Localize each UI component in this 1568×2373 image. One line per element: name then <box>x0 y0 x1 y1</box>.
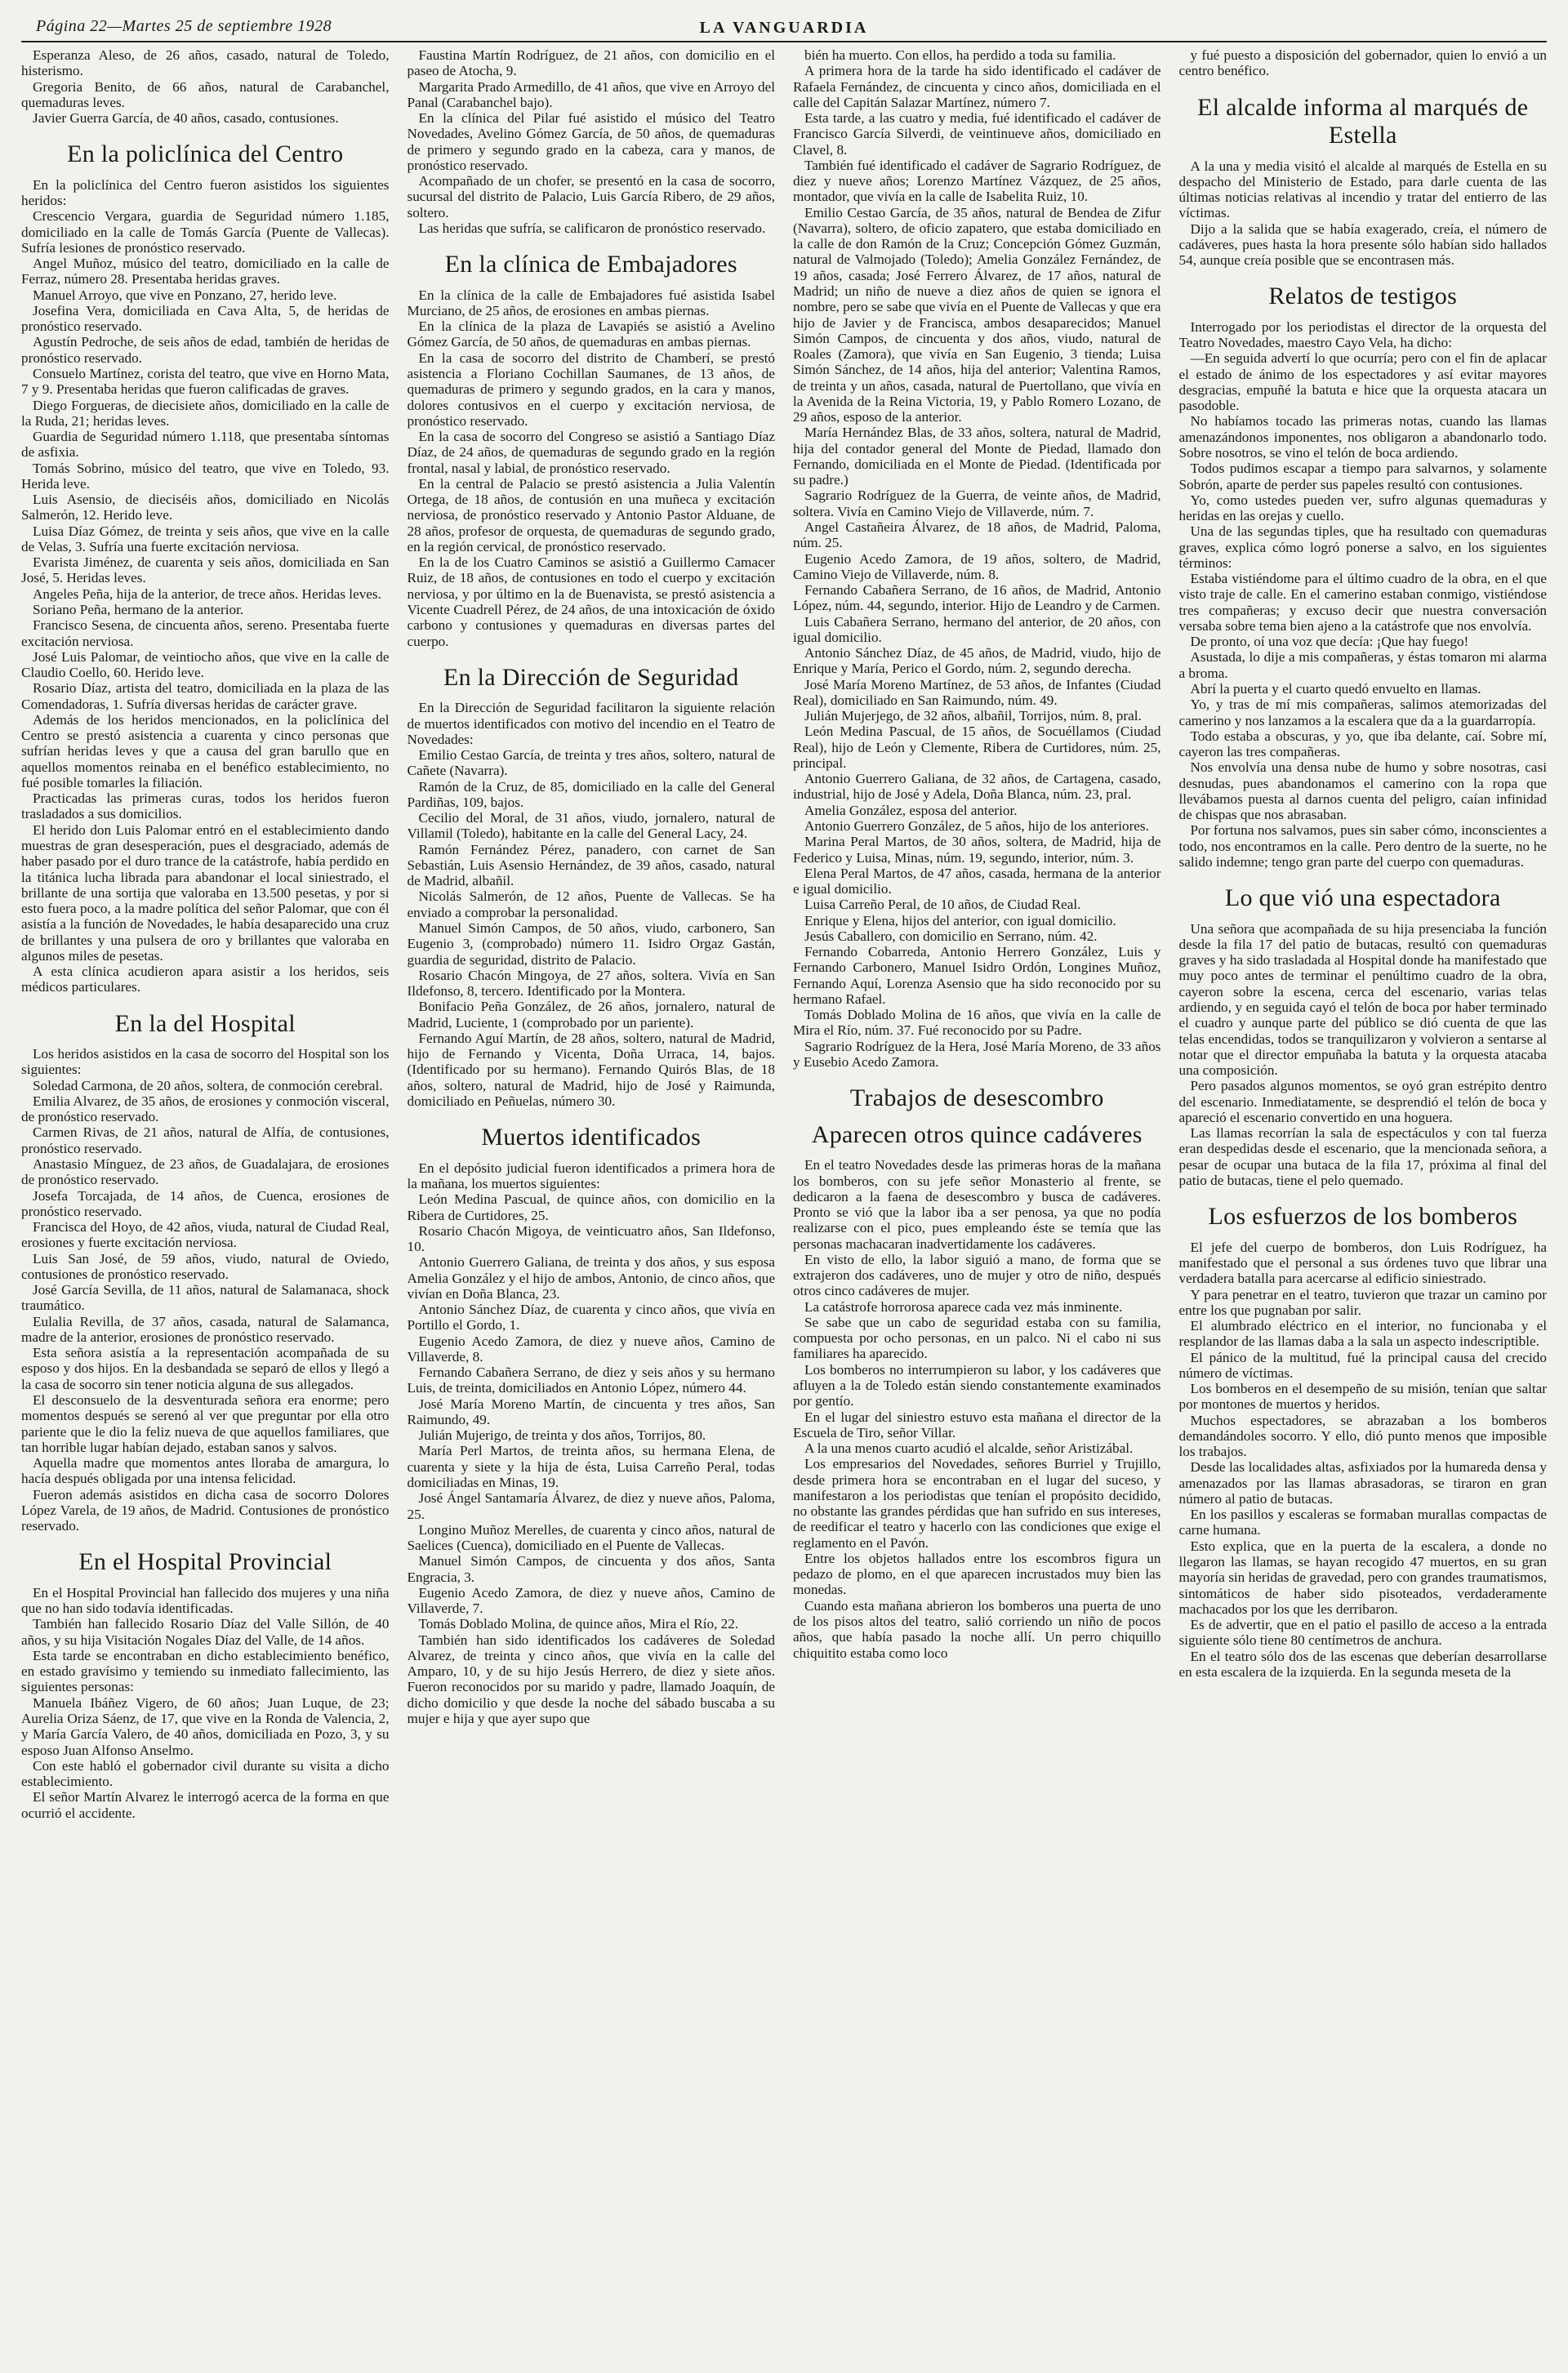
section-heading: En el Hospital Provincial <box>78 1548 332 1576</box>
paragraph: José Luis Palomar, de veintiocho años, que vive en la calle de Claudio Coello, 60. Herido leve. <box>21 648 390 681</box>
paragraph: En la clínica del Pilar fué asistido el músico del Teatro Novedades, Avelino Gómez García, de 50 años, de quemaduras de primero y segundo grado en la cabeza, cara y manos, de pronóstico reservado. <box>407 110 775 173</box>
paragraph: Luis Cabañera Serrano, hermano del anterior, de 20 años, con igual domicilio. <box>793 613 1161 645</box>
paragraph: El jefe del cuerpo de bomberos, don Luis Rodríguez, ha manifestado que el personal a sus órdenes tuvo que librar una verdadera batalla para acercarse al edificio siniestrado. <box>1178 1239 1547 1287</box>
paragraph: En la de los Cuatro Caminos se asistió a Guillermo Camacer Ruiz, de 18 años, de contusiones en todo el cuerpo y excitación nerviosa, y por último en la de Buenavista, se prestó asistencia a Vicente Cuadrell Pérez, de 24 años, de una intoxicación de óxido carbono y contusiones y quemaduras en diversas partes del cuerpo. <box>407 554 775 649</box>
paragraph: Asustada, lo dije a mis compañeras, y éstas tomaron mi alarma a broma. <box>1178 649 1547 681</box>
paragraph: María Perl Martos, de treinta años, su hermana Elena, de cuarenta y siete y la hija de ésta, Luisa Carreño Peral, todas domiciliadas en Minas, 19. <box>407 1443 775 1491</box>
paragraph: En la casa de socorro del distrito de Chamberí, se prestó asistencia a Floriano Cochillan Saumanes, de 13 años, de quemaduras de primero y segundo grados, en la cara y manos, dolores contusivos en el cuerpo y excitación nerviosa, de pronóstico reservado. <box>407 349 775 429</box>
intro-block <box>408 47 776 236</box>
paragraph: Enrique y Elena, hijos del anterior, con igual domicilio. <box>804 912 1116 928</box>
paragraph: En la policlínica del Centro fueron asistidos los siguientes heridos: <box>21 176 390 209</box>
paragraph: En el Hospital Provincial han fallecido dos mujeres y una niña que no han sido todavía identificadas. <box>21 1584 390 1617</box>
section-body <box>1179 319 1548 870</box>
section-heading: En la clínica de Embajadores <box>444 251 737 278</box>
paragraph: También han sido identificados los cadáveres de Soledad Alvarez, de treinta y cinco años, que vivía en la calle del Amparo, 10, y de su hijo Jesús Herrero, de diez y siete años. Fueron reconocidos por su marido y padre, llamado Joaquín, de dicho domicilio y que desde la noche del sábado buscaba a su mujer e hija y que ayer supo que <box>407 1632 775 1726</box>
paragraph: Las heridas que sufría, se calificaron de pronóstico reservado. <box>418 220 766 236</box>
section-heading: Lo que vió una espectadora <box>1224 884 1501 912</box>
paragraph: Soriano Peña, hermano de la anterior. <box>33 602 244 617</box>
paragraph: Guardia de Seguridad número 1.118, que presentaba síntomas de asfixia. <box>21 429 390 461</box>
paragraph: Fueron además asistidos en dicha casa de socorro Dolores López Varela, de 19 años, de Madrid. Contusiones de pronóstico reservado. <box>21 1486 390 1534</box>
paragraph: Fernando Cabañera Serrano, de diez y seis años y su hermano Luis, de treinta, domiciliados en Antonio López, número 44. <box>407 1365 775 1396</box>
paragraph: Manuel Simón Campos, de 50 años, viudo, carbonero, San Eugenio 3, (comprobado) número 11. Isidro Orgaz Gastán, guardia de seguridad, distrito de Palacio. <box>407 920 775 968</box>
column-3 <box>793 47 1161 2357</box>
paragraph: Rosario Díaz, artista del teatro, domiciliada en la plaza de las Comendadoras, 1. Sufría diversas heridas de carácter grave. <box>21 680 390 712</box>
paragraph: Manuel Simón Campos, de cincuenta y dos años, Santa Engracia, 3. <box>407 1553 775 1585</box>
paragraph: El señor Martín Alvarez le interrogó acerca de la forma en que ocurrió el accidente. <box>21 1789 390 1821</box>
section-body <box>21 1046 390 1534</box>
paragraph: En la central de Palacio se prestó asistencia a Julia Valentín Ortega, de 18 años, de contusión en una muñeca y excitación nerviosa, de pronóstico reservado y Antonio Pastor Alduane, de 28 años, profesor de orquesta, de quemaduras de segundo grado, en la región cervical, de pronóstico reservado. <box>407 475 775 554</box>
paragraph: Los heridos asistidos en la casa de socorro del Hospital son los siguientes: <box>21 1046 390 1078</box>
paragraph: José María Moreno Martín, de cincuenta y tres años, San Raimundo, 49. <box>407 1396 775 1427</box>
paragraph: —En seguida advertí lo que ocurría; pero con el fin de aplacar el estado de ánimo de los espectadores y así evitar mayores desgracias, empuñé la batuta e hice que la orquesta atacara un pasodoble. <box>1178 350 1547 414</box>
paragraph: El pánico de la multitud, fué la principal causa del crecido número de víctimas. <box>1178 1349 1547 1381</box>
paragraph: En la Dirección de Seguridad facilitaron la siguiente relación de muertos identificados con motivo del incendio en el Teatro de Novedades: <box>407 700 775 747</box>
paragraph: Eugenio Acedo Zamora, de diez y nueve años, Camino de Villaverde, 7. <box>407 1584 775 1617</box>
paragraph: A primera hora de la tarde ha sido identificado el cadáver de Rafaela Fernández, de cincuenta y cinco años, domiciliada en el calle del Capitán Salazar Martínez, número 7. <box>793 63 1161 110</box>
paragraph: Margarita Prado Armedillo, de 41 años, que vive en Arroyo del Panal (Carabanchel bajo). <box>407 78 775 110</box>
paragraph: Sagrario Rodríguez de la Guerra, de veinte años, de Madrid, soltera. Vivía en Camino Viejo de Villaverde, núm. 7. <box>793 488 1161 519</box>
paragraph: Aquella madre que momentos antes lloraba de amargura, lo hacía después obligada por una intensa felicidad. <box>21 1455 390 1487</box>
paragraph: Angel Muñoz, músico del teatro, domiciliado en la calle de Ferraz, número 28. Presentaba heridas graves. <box>21 256 390 287</box>
page-date: Página 22—Martes 25 de septiembre 1928 <box>36 17 332 35</box>
paragraph: Eugenio Acedo Zamora, de 19 años, soltero, de Madrid, Camino Viejo de Villaverde, núm. 8. <box>793 550 1161 582</box>
paragraph: Luis Asensio, de dieciséis años, domiciliado en Nicolás Salmerón, 12. Herido leve. <box>21 492 390 523</box>
paragraph: Julián Mujerigo, de treinta y dos años, Torrijos, 80. <box>418 1427 706 1444</box>
section-heading: En la policlínica del Centro <box>67 140 344 168</box>
paragraph: Muchos espectadores, se abrazaban a los bomberos demandándoles socorro. Y ello, dió punto menos que imposible los trabajos. <box>1178 1412 1547 1460</box>
columns <box>21 47 1547 2357</box>
paragraph: Emilio Cestao García, de treinta y tres años, soltero, natural de Cañete (Navarra). <box>407 747 775 779</box>
paragraph: Practicadas las primeras curas, todos los heridos fueron trasladados a sus domicilios. <box>21 790 390 822</box>
paragraph: Abrí la puerta y el cuarto quedó envuelto en llamas. <box>1190 681 1481 697</box>
section-body <box>793 1157 1161 1661</box>
paragraph: Manuela Ibáñez Vigero, de 60 años; Juan Luque, de 23; Aurelia Oriza Sáenz, de 17, que vive en la Ronda de Valencia, 2, y María García Valero, de 40 años, domiciliada en Pozo, 3, y su esposo Juan Alfonso Anselmo. <box>21 1694 390 1758</box>
intro-block <box>793 47 1161 1070</box>
paragraph: Jesús Caballero, con domicilio en Serrano, núm. 42. <box>804 928 1098 944</box>
paragraph: Antonio Guerrero González, de 5 años, hijo de los anteriores. <box>804 818 1149 835</box>
paragraph: A la una menos cuarto acudió el alcalde, señor Aristizábal. <box>804 1440 1134 1457</box>
section-subheading: Aparecen otros quince cadáveres <box>811 1120 1143 1148</box>
paragraph: Yo, como ustedes pueden ver, sufro algunas quemaduras y heridas en las orejas y cuello. <box>1178 492 1547 524</box>
paragraph: Gregoria Benito, de 66 años, natural de Carabanchel, quemaduras leves. <box>21 78 390 110</box>
intro-block <box>21 47 390 126</box>
paragraph: Luisa Díaz Gómez, de treinta y seis años, que vive en la calle de Velas, 3. Sufría una fuerte excitación nerviosa. <box>21 523 390 554</box>
paragraph: Cuando esta mañana abrieron los bomberos una puerta de uno de los pisos altos del teatro, salió corriendo un niño de pocos años, que había pasado la noche allí. Un perro chiquillo chiquitito estaba como loco <box>793 1597 1161 1661</box>
paragraph: Luisa Carreño Peral, de 10 años, de Ciudad Real. <box>804 897 1081 913</box>
paragraph: Francisco Sesena, de cincuenta años, sereno. Presentaba fuerte excitación nerviosa. <box>21 617 390 649</box>
paragraph: Eugenio Acedo Zamora, de diez y nueve años, Camino de Villaverde, 8. <box>407 1333 775 1365</box>
paragraph: Tomás Doblado Molina, de quince años, Mira el Río, 22. <box>418 1616 739 1632</box>
section-heading: Los esfuerzos de los bomberos <box>1208 1203 1518 1231</box>
paragraph: Estaba vistiéndome para el último cuadro de la obra, en el que visto traje de calle. En el camerino estaban conmigo, vistiéndose tres compañeras; y excuso decir que nuestra conversación versaba sobre tema bien ajeno a la catástrofe que nos envolvía. <box>1178 571 1547 634</box>
section-body <box>408 700 776 1109</box>
paragraph: Fernando Cabañera Serrano, de 16 años, de Madrid, Antonio López, núm. 44, segundo, interior. Hijo de Leandro y de Carmen. <box>793 582 1161 614</box>
paragraph: También han fallecido Rosario Díaz del Valle Sillón, de 40 años, y su hija Visitación Nogales Díaz del Valle, de 14 años. <box>21 1616 390 1648</box>
paragraph: Antonio Sánchez Díaz, de cuarenta y cinco años, que vivía en Portillo el Gordo, 1. <box>407 1302 775 1333</box>
intro-block <box>1179 47 1548 79</box>
paragraph: Esta tarde se encontraban en dicho establecimiento benéfico, en estado gravísimo y temiendo su inmediato fallecimiento, las siguientes personas: <box>21 1647 390 1695</box>
paragraph: Angeles Peña, hija de la anterior, de trece años. Heridas leves. <box>33 585 381 602</box>
paragraph: Acompañado de un chofer, se presentó en la casa de socorro, sucursal del distrito de Palacio, Luis García Ribero, de 29 años, soltero. <box>407 173 775 220</box>
paragraph: Una de las segundas tiples, que ha resultado con quemaduras graves, explica cómo logró ponerse a salvo, en los siguientes términos: <box>1178 523 1547 571</box>
paragraph: José Ángel Santamaría Álvarez, de diez y nueve años, Paloma, 25. <box>407 1490 775 1522</box>
paragraph: Rosario Chacón Mingoya, de 27 años, soltera. Vivía en San Ildefonso, 8, tercero. Identificado por la Montera. <box>407 967 775 1000</box>
paragraph: Por fortuna nos salvamos, pues sin saber cómo, inconscientes a todo, nos encontramos en la calle. Pero dentro de la suerte, no he salido indemne; tengo gran parte del cuerpo con quemaduras. <box>1178 822 1547 870</box>
paragraph: Bonifacio Peña González, de 26 años, jornalero, natural de Madrid, Luciente, 1 (comprobado por un pariente). <box>407 999 775 1031</box>
paragraph: León Medina Pascual, de 15 años, de Socuéllamos (Ciudad Real), hijo de León y Clemente, Ribera de Curtidores, núm. 25, principal. <box>793 723 1161 771</box>
paragraph: María Hernández Blas, de 33 años, soltera, natural de Madrid, hija del contador general del Monte de Piedad, llamado don Fernando, domiciliada en el Monte de Piedad. (Identificada por su padre.) <box>793 425 1161 488</box>
paragraph: De pronto, oí una voz que decía: ¡Que hay fuego! <box>1190 634 1469 650</box>
section-body <box>1179 921 1548 1189</box>
paragraph: Las llamas recorrían la sala de espectáculos y con tal fuerza eran despedidas desde el escenario, que la mencionada señora, a pesar de ocupar una butaca de la fila 17, próxima al final del patio de butacas, tiene el pelo quemado. <box>1178 1125 1547 1188</box>
paragraph: Longino Muñoz Merelles, de cuarenta y cinco años, natural de Saelices (Cuenca), domiciliado en el Puente de Vallecas. <box>407 1521 775 1554</box>
paragraph: Yo, y tras de mí mis compañeras, salimos atemorizadas del camerino y nos lanzamos a la escalera que da a la guardarropía. <box>1178 697 1547 728</box>
paragraph: Y para penetrar en el teatro, tuvieron que trazar un camino por entre los que pugnaban por salir. <box>1178 1286 1547 1318</box>
paragraph: Nos envolvía una densa nube de humo y sobre nosotras, casi desnudas, pues abandonamos el camerino con la ropa que llevábamos puesta al darnos cuenta del peligro, caían infinidad de chispas que nos abrasaban. <box>1178 759 1547 823</box>
paragraph: En el teatro Novedades desde las primeras horas de la mañana los bomberos, con su jefe señor Monasterio al frente, se dedicaron a la faena de desescombro y busca de cadáveres. Pronto se vió que la labor iba a ser penosa, ya que no podía realizarse con el pico, pues empleando éste se temía que las personas machacaran inadvertidamente los cadáveres. <box>793 1157 1161 1252</box>
paragraph: Manuel Arroyo, que vive en Ponzano, 27, herido leve. <box>33 287 337 303</box>
column-2 <box>408 47 776 2357</box>
paragraph: El desconsuelo de la desventurada señora era enorme; pero momentos después se serenó al ver que preguntar por ella otro pariente que le dio la feliz nueva de que aquellos familiares, que tan horrible lugar habían dejado, estaban sanos y salvos. <box>21 1391 390 1455</box>
paragraph: No habíamos tocado las primeras notas, cuando las llamas amenazándonos imponentes, nos obligaron a abandonarlo todo. Sobre nosotros, se vino el telón de boca ardiendo. <box>1178 413 1547 461</box>
paragraph: Evarista Jiménez, de cuarenta y seis años, domiciliada en San José, 5. Heridas leves. <box>21 554 390 586</box>
paragraph: En los pasillos y escaleras se formaban murallas compactas de carne humana. <box>1178 1507 1547 1538</box>
paragraph: Los bomberos no interrumpieron su labor, y los cadáveres que afluyen a la de Toledo están siendo constantemente examinados por gentío. <box>793 1361 1161 1409</box>
paragraph: Todos pudimos escapar a tiempo para salvarnos, y solamente Sobrón, aparte de perder sus papeles resultó con contusiones. <box>1178 461 1547 492</box>
paragraph: Tomás Sobrino, músico del teatro, que vive en Toledo, 93. Herida leve. <box>21 460 390 492</box>
paragraph: La catástrofe horrorosa aparece cada vez más inminente. <box>804 1298 1123 1315</box>
paragraph: Una señora que acompañada de su hija presenciaba la función desde la fila 17 del patio de butacas, resultó con quemaduras graves y ha sido trasladada al Hospital donde ha manifestado que muy poco antes de terminar el penúltimo cuadro de la obra, cayeron sobre la escena, cerca del escenario, varias telas ardiendo, y en seguida cayó el telón de boca por haber terminado el cuadro y aunque parte del público se dió cuenta de que las telas encendidas, todos se tranquilizaron y volvieron a sentarse al notar que el director empuñaba la batuta y la orquesta atacaba una composición. <box>1178 920 1547 1079</box>
paragraph: En el lugar del siniestro estuvo esta mañana el director de la Escuela de Tiro, señor Villar. <box>793 1409 1161 1440</box>
paragraph: Josefina Vera, domiciliada en Cava Alta, 5, de heridas de pronóstico reservado. <box>21 302 390 335</box>
paragraph: León Medina Pascual, de quince años, con domicilio en la Ribera de Curtidores, 25. <box>407 1191 775 1223</box>
paragraph: Dijo a la salida que se había exagerado, creía, el número de cadáveres, pues hasta la hora presente sólo habían sido hallados 54, aunque creía posible que se encontrasen más. <box>1178 220 1547 269</box>
paragraph: Interrogado por los periodistas el director de la orquesta del Teatro Novedades, maestro Cayo Vela, ha dicho: <box>1178 318 1547 351</box>
page-header <box>21 11 1547 42</box>
paragraph: Pero pasados algunos momentos, se oyó gran estrépito dentro del escenario. Inmediatamente, se desprendió el telón de boca y apareció el escenario convertido en una hoguera. <box>1178 1078 1547 1125</box>
paragraph: Cecilio del Moral, de 31 años, viudo, jornalero, natural de Villamil (Toledo), habitante en la calle del General Lacy, 24. <box>407 810 775 842</box>
column-4 <box>1179 47 1548 2357</box>
paragraph: En la clínica de la plaza de Lavapiés se asistió a Avelino Gómez García, de 50 años, de quemaduras en ambas piernas. <box>407 318 775 350</box>
paragraph: Sagrario Rodríguez de la Hera, José María Moreno, de 33 años y Eusebio Acedo Zamora. <box>793 1038 1161 1070</box>
paragraph: A esta clínica acudieron apara asistir a los heridos, seis médicos particulares. <box>21 964 390 995</box>
paragraph: Angel Castañeira Álvarez, de 18 años, de Madrid, Paloma, núm. 25. <box>793 519 1161 551</box>
paragraph: Emilia Alvarez, de 35 años, de erosiones y conmoción visceral, de pronóstico reservado. <box>21 1093 390 1125</box>
paragraph: Esperanza Aleso, de 26 años, casado, natural de Toledo, histerismo. <box>21 47 390 79</box>
paragraph: Nicolás Salmerón, de 12 años, Puente de Vallecas. Se ha enviado a comprobar la personalidad. <box>407 888 775 920</box>
paragraph: Entre los objetos hallados entre los escombros figura un pedazo de plomo, en el que aparecen incrustados muy bien las monedas. <box>793 1550 1161 1598</box>
section-body <box>408 1160 776 1727</box>
paragraph: En el teatro sólo dos de las escenas que deberían desarrollarse en esta escalera de la izquierda. En la segunda meseta de la <box>1178 1648 1547 1680</box>
paragraph: Anastasio Mínguez, de 23 años, de Guadalajara, de erosiones de pronóstico reservado. <box>21 1156 390 1188</box>
section-body <box>1179 158 1548 269</box>
paragraph: Esto explica, que en la puerta de la escalera, a donde no llegaron las llamas, se hayan recogido 47 muertos, en su gran mayoría sin heridas de gravedad, pero con grandes traumatismos, sintomáticos de haber sido pisoteados, verdaderamente machacados por los que les derribaron. <box>1178 1538 1547 1617</box>
paragraph: También fué identificado el cadáver de Sagrario Rodríguez, de diez y nueve años; Lorenzo Martínez Vázquez, de 25 años, montador, que vivía en la calle de Isabelita Ruiz, 10. <box>793 157 1161 205</box>
paragraph: Consuelo Martínez, corista del teatro, que vive en Horno Mata, 7 y 9. Presentaba heridas que fueron calificadas de graves. <box>21 366 390 398</box>
paragraph: Diego Forgueras, de diecisiete años, domiciliado en la calle de la Ruda, 21; heridas leves. <box>21 397 390 429</box>
paragraph: bién ha muerto. Con ellos, ha perdido a toda su familia. <box>804 47 1116 63</box>
paragraph: A la una y media visitó el alcalde al marqués de Estella en su despacho del Ministerio de Estado, para darle cuenta de las últimas noticias relativas al incendio y tratar del entierro de las víctimas. <box>1178 158 1547 221</box>
paragraph: Soledad Carmona, de 20 años, soltera, de conmoción cerebral. <box>33 1077 383 1093</box>
paragraph: José María Moreno Martínez, de 53 años, de Infantes (Ciudad Real), domiciliado en San Raimundo, núm. 49. <box>793 676 1161 708</box>
paragraph: Luis San José, de 59 años, viudo, natural de Oviedo, contusiones de pronóstico reservado. <box>21 1250 390 1282</box>
paragraph: En la clínica de la calle de Embajadores fué asistida Isabel Murciano, de 25 años, de erosiones en ambas piernas. <box>407 287 775 318</box>
paragraph: Los bomberos en el desempeño de su misión, tenían que saltar por montones de muertos y heridos. <box>1178 1381 1547 1413</box>
paragraph: Los empresarios del Novedades, señores Burriel y Trujillo, desde primera hora se encontraban en el lugar del suceso, y manifestaron a los periodistas que tenían el propósito decidido, no obstante las grandes pérdidas que han sufrido en sus intereses, de reedificar el teatro y hacerlo con las condiciones que exige el reglamento en el Pavón. <box>793 1456 1161 1551</box>
section-body <box>21 177 390 995</box>
section-heading: En la del Hospital <box>114 1009 296 1037</box>
paragraph: Marina Peral Martos, de 30 años, soltera, de Madrid, hija de Federico y Luisa, Minas, núm. 19, segundo, interior, núm. 3. <box>793 834 1161 866</box>
paragraph: El herido don Luis Palomar entró en el establecimiento dando muestras de gran desesperación, pues el desgraciado, además de haber pasado por el duro trance de la catástrofe, había perdido en la titánica lucha librada para abandonar el local siniestrado, el brillante de una sortija que valoraba en 13.500 pesetas, y por si esto fuera poco, a la madre política del señor Palomar, que con él asistía a la función de Novedades, le había desaparecido una cruz de brillantes y una pulsera de oro y brillantes que valoraba en algunos miles de pesetas. <box>21 821 390 964</box>
paragraph: Agustín Pedroche, de seis años de edad, también de heridas de pronóstico reservado. <box>21 334 390 366</box>
paragraph: Con este habló el gobernador civil durante su visita a dicho establecimiento. <box>21 1757 390 1790</box>
paragraph: y fué puesto a disposición del gobernador, quien lo envió a un centro benéfico. <box>1178 47 1547 79</box>
paragraph: Julián Mujerjego, de 32 años, albañil, Torrijos, núm. 8, pral. <box>804 708 1142 724</box>
paragraph: Antonio Guerrero Galiana, de treinta y dos años, y sus esposa Amelia González y el hijo de ambos, Antonio, de cinco años, que vivían en Doña Blanca, 23. <box>407 1254 775 1302</box>
column-1 <box>21 47 390 2357</box>
paragraph: Todo estaba a obscuras, y yo, que iba delante, caí. Sobre mí, cayeron las tres compañeras. <box>1178 728 1547 760</box>
paragraph: En visto de ello, la labor siguió a mano, de forma que se extrajeron dos cadáveres, uno de mujer y otro de niño, después otros cinco cadáveres de mujer. <box>793 1251 1161 1299</box>
paragraph: Elena Peral Martos, de 47 años, casada, hermana de la anterior e igual domicilio. <box>793 865 1161 897</box>
section-body <box>21 1585 390 1821</box>
section-heading: En la Dirección de Seguridad <box>443 663 739 691</box>
paragraph: Fernando Aguí Martín, de 28 años, soltero, natural de Madrid, hijo de Fernando y Vicenta, Doña Urraca, 14, bajos. (Identificado por su hermano). Fernando Quirós Blas, de 18 años, soltero, natural de Madrid, hijo de José y Raimunda, domiciliado en Peñuelas, número 30. <box>407 1030 775 1109</box>
paragraph: Desde las localidades altas, asfixiados por la humareda densa y amenazados por las llamas abrasadoras, se tiraron en gran número al patio de butacas. <box>1178 1459 1547 1507</box>
paragraph: Emilio Cestao García, de 35 años, natural de Bendea de Zifur (Navarra), soltero, de oficio zapatero, que estaba domiciliado en la calle de don Ramón de la Cruz; Concepción Gómez Guzmán, natural de Valmojado (Toledo); Amelia González Fernández, de 19 años, casada; José Ferrero Álvarez, de 17 años, natural de Madrid; un niño de nueve a diez años de quien se ignora el nombre, pero se sabe que vivía en el Puente de Vallecas y que era hijo de Javier y de Francisca, ambos desaparecidos; Manuel Simón Campos, de cincuenta y dos años, viudo, natural de Roales (Zamora), que vivía en San Eugenio, 3 tienda; Luisa Simón Sánchez, de 14 años, hija del anterior; Valentina Ramos, de treinta y un años, casada, natural de Puertollano, que vivía en la Avenida de la Reina Victoria, 19, y Pablo Romero Lozano, de 29 años, esposo de la anterior. <box>793 204 1161 425</box>
paragraph: Francisca del Hoyo, de 42 años, viuda, natural de Ciudad Real, erosiones y fuerte excitación nerviosa. <box>21 1219 390 1251</box>
paragraph: Ramón de la Cruz, de 85, domiciliado en la calle del General Pardiñas, 109, bajos. <box>407 778 775 810</box>
paragraph: Fernando Cobarreda, Antonio Herrero González, Luis y Fernando Carbonero, Manuel Isidro Ordón, Longines Muñoz, Fernando Aquí, Lorenza Asensio que ha sido reconocido por su hermano Rafael. <box>793 944 1161 1007</box>
paragraph: Antonio Guerrero Galiana, de 32 años, de Cartagena, casado, industrial, hijo de José y Adela, Doña Blanca, núm. 23, pral. <box>793 771 1161 803</box>
paragraph: Es de advertir, que en el patio el pasillo de acceso a la entrada siguiente sólo tiene 80 centímetros de anchura. <box>1178 1617 1547 1649</box>
section-heading: El alcalde informa al marqués de Estella <box>1197 93 1529 149</box>
paragraph: Esta tarde, a las cuatro y media, fué identificado el cadáver de Francisco García Silverdi, de veintinueve años, domiciliado en Clavel, 8. <box>793 110 1161 158</box>
paragraph: Rosario Chacón Migoya, de veinticuatro años, San Ildefonso, 10. <box>407 1222 775 1255</box>
paragraph: El alumbrado eléctrico en el interior, no funcionaba y el resplandor de las llamas daba a la sala un aspecto indescriptible. <box>1178 1318 1547 1350</box>
paragraph: Josefa Torcajada, de 14 años, de Cuenca, erosiones de pronóstico reservado. <box>21 1187 390 1219</box>
masthead: LA VANGUARDIA <box>699 19 869 37</box>
section-heading: Relatos de testigos <box>1268 283 1458 310</box>
paragraph: José García Sevilla, de 11 años, natural de Salamanaca, shock traumático. <box>21 1282 390 1314</box>
paragraph: Eulalia Revilla, de 37 años, casada, natural de Salamanca, madre de la anterior, erosiones de pronóstico reservado. <box>21 1313 390 1345</box>
paragraph: Se sabe que un cabo de seguridad estaba con su familia, compuesta por ocho personas, en un palco. Ni el cabo ni sus familiares ha aparecido. <box>793 1314 1161 1362</box>
paragraph: Tomás Doblado Molina de 16 años, que vivía en la calle de Mira el Río, núm. 37. Fué reconocido por su Padre. <box>793 1007 1161 1039</box>
paragraph: Antonio Sánchez Díaz, de 45 años, de Madrid, viudo, hijo de Enrique y María, Perico el Gordo, núm. 2, segundo derecha. <box>793 645 1161 677</box>
section-body <box>1179 1240 1548 1680</box>
section-body <box>408 287 776 649</box>
paragraph: Amelia González, esposa del anterior. <box>804 802 1018 818</box>
paragraph: Javier Guerra García, de 40 años, casado, contusiones. <box>33 110 339 127</box>
paragraph: Faustina Martín Rodríguez, de 21 años, con domicilio en el paseo de Atocha, 9. <box>407 47 775 79</box>
paragraph: Carmen Rivas, de 21 años, natural de Alfía, de contusiones, pronóstico reservado. <box>21 1124 390 1156</box>
paragraph: Esta señora asistía a la representación acompañada de su esposo y dos hijos. En la desbandada se separó de ellos y llegó a la casa de socorro sin tener noticia alguna de sus allegados. <box>21 1345 390 1392</box>
section-heading: Muertos identificados <box>481 1124 702 1151</box>
paragraph: En el depósito judicial fueron identificados a primera hora de la mañana, los muertos siguientes: <box>407 1160 775 1191</box>
paragraph: En la casa de socorro del Congreso se asistió a Santiago Díaz Díaz, de 24 años, de quemaduras de segundo grado en la región frontal, nasal y labial, de pronóstico reservado. <box>407 429 775 476</box>
paragraph: Crescencio Vergara, guardia de Seguridad número 1.185, domiciliado en la calle de Tomás García (Puente de Vallecas). Sufría lesiones de pronóstico reservado. <box>21 208 390 256</box>
paragraph: Ramón Fernández Pérez, panadero, con carnet de San Sebastián, Luis Asensio Hernández, de 39 años, casado, natural de Madrid, albañil. <box>407 841 775 889</box>
paragraph: Además de los heridos mencionados, en la policlínica del Centro se prestó asistencia a cuarenta y cinco personas que sufrían heridas leves y que a causa del gran barullo que en aquellos momentos reinaba en el benéfico establecimiento, no fué posible tomarles la filiación. <box>21 711 390 790</box>
section-heading: Trabajos de desescombro <box>849 1084 1104 1112</box>
